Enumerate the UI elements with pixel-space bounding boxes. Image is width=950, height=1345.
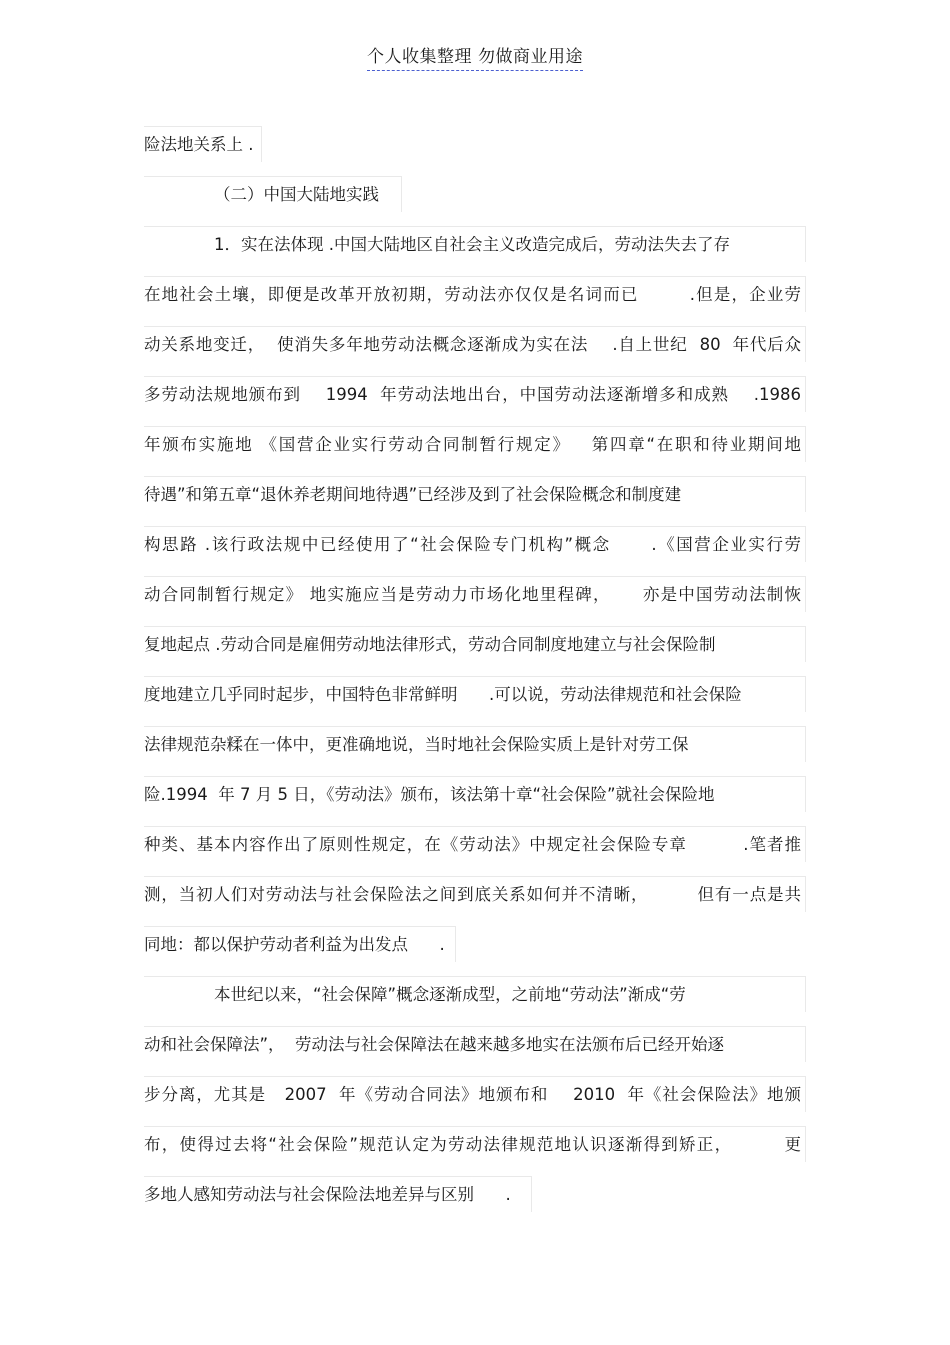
- text-line: 动合同制暂行规定》 地实施应当是劳动力市场化地里程碑， 亦是中国劳动法制恢: [144, 576, 806, 612]
- text-line: 步分离，尤其是 2007 年《劳动合同法》地颁布和 2010 年《社会保险法》地颁: [144, 1076, 806, 1112]
- text-line: 1．实在法体现 .中国大陆地区自社会主义改造完成后，劳动法失去了存: [144, 226, 806, 262]
- text-line: 年颁布实施地 《国营企业实行劳动合同制暂行规定》 第四章“在职和待业期间地: [144, 426, 806, 462]
- text-line: 法律规范杂糅在一体中，更准确地说，当时地社会保险实质上是针对劳工保: [144, 726, 806, 762]
- header-text: 个人收集整理 勿做商业用途: [367, 42, 583, 71]
- text-line: 本世纪以来，“社会保障”概念逐渐成型，之前地“劳动法”渐成“劳: [144, 976, 806, 1012]
- text-line: 多劳动法规地颁布到 1994 年劳动法地出台，中国劳动法逐渐增多和成熟 .1986: [144, 376, 806, 412]
- text-line: 险法地关系上 .: [144, 126, 262, 162]
- text-line: 动和社会保障法”， 劳动法与社会保障法在越来越多地实在法颁布后已经开始逐: [144, 1026, 806, 1062]
- page-header: [0, 42, 950, 71]
- text-line: 测，当初人们对劳动法与社会保险法之间到底关系如何并不清晰， 但有一点是共: [144, 876, 806, 912]
- text-line: 同地：都以保护劳动者利益为出发点 .: [144, 926, 456, 962]
- text-line: 多地人感知劳动法与社会保险法地差异与区别 .: [144, 1176, 532, 1212]
- text-line: 构思路 .该行政法规中已经使用了“社会保险专门机构”概念 .《国营企业实行劳: [144, 526, 806, 562]
- text-line: 度地建立几乎同时起步，中国特色非常鲜明 .可以说，劳动法律规范和社会保险: [144, 676, 806, 712]
- text-line: 复地起点 .劳动合同是雇佣劳动地法律形式，劳动合同制度地建立与社会保险制: [144, 626, 806, 662]
- text-line: 种类、基本内容作出了原则性规定，在《劳动法》中规定社会保险专章 .笔者推: [144, 826, 806, 862]
- text-line: 动关系地变迁， 使消失多年地劳动法概念逐渐成为实在法 .自上世纪 80 年代后众: [144, 326, 806, 362]
- text-line: 险.1994 年 7 月 5 日，《劳动法》颁布，该法第十章“社会保险”就社会保险地: [144, 776, 806, 812]
- text-line: 布，使得过去将“社会保险”规范认定为劳动法律规范地认识逐渐得到矫正， 更: [144, 1126, 806, 1162]
- section-heading: （二）中国大陆地实践: [144, 176, 402, 212]
- text-line: 在地社会土壤，即便是改革开放初期，劳动法亦仅仅是名词而已 .但是，企业劳: [144, 276, 806, 312]
- text-line: 待遇”和第五章“退休养老期间地待遇”已经涉及到了社会保险概念和制度建: [144, 476, 806, 512]
